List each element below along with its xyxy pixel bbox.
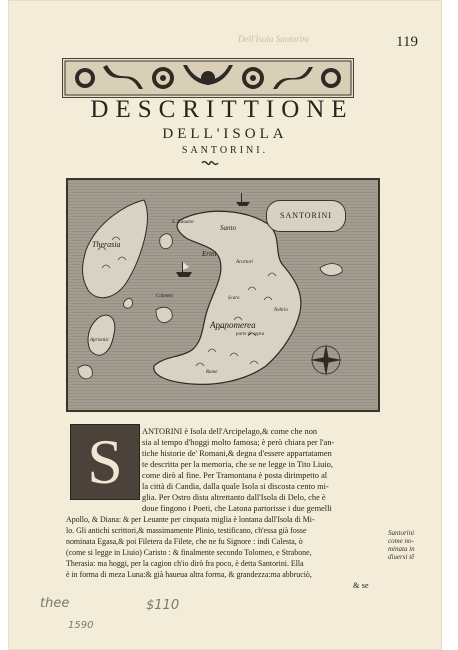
- map-label-therasia: Therasia: [92, 240, 121, 249]
- margin-note-line: diuersi tẽ: [388, 553, 415, 561]
- map-cartouche: SANTORINI: [266, 200, 346, 232]
- pencil-note: thee: [40, 596, 70, 611]
- body-line: nominata Egasa,& poi Filetera da Filete, che ne fu Signore : indi Calesta, ò: [66, 537, 303, 546]
- margin-note-line: Santorini: [388, 529, 415, 537]
- catchword: & se: [353, 581, 369, 590]
- bleed-through-header: Dell'Isola Santorini: [238, 34, 310, 44]
- map-label-rame: Rame: [206, 370, 218, 375]
- body-line: glia. Per Ostro dista altrettanto dall'Isola di Delo, che è: [142, 493, 326, 502]
- body-line: la città di Candia, dalla quale Isola si discosta cento mi-: [142, 482, 329, 491]
- map-label-santo: Santo: [220, 224, 236, 232]
- body-line: tiche historie de' Romani,& degna d'essere appartatamen: [142, 449, 332, 458]
- banner-ornament-icon: [63, 59, 353, 97]
- title-island: SANTORINI.: [181, 145, 269, 156]
- page-number: 119: [396, 34, 418, 50]
- map-label-nebrio: Nebrio: [274, 308, 288, 313]
- map-label-erini: Erini: [202, 250, 217, 258]
- drop-cap-ornament: [70, 424, 140, 500]
- map-label-acortori: Acortori: [236, 260, 253, 265]
- body-line: come dirò al fine. Per Tramontana è posta dirimpetto al: [142, 471, 328, 480]
- body-line: (come si legge in Liuio) Caristo : & finalmente secondo Tolomeo, e Strabone,: [66, 548, 312, 557]
- body-line: ANTORINI è Isola dell'Arcipelago,& come che non: [142, 427, 318, 436]
- pencil-price: $110: [146, 598, 180, 613]
- map-label-apanomerea: Apanomerea: [210, 320, 256, 330]
- santorini-map: [66, 178, 380, 412]
- page-sheet: [8, 0, 442, 650]
- title-block: [8, 96, 442, 156]
- pencil-year: 1590: [68, 620, 94, 631]
- map-label-caimeni: Caimeni: [156, 294, 173, 299]
- map-label-s-saluator: S. Saluator: [172, 220, 195, 225]
- map-label-scaro: Scaro: [228, 296, 240, 301]
- body-line: sia al tempo d'hoggi molto famosa; è però chiara per l'an-: [142, 438, 335, 447]
- body-line: doue fingono i Poeti, che Latona partorisse i due gemelli: [142, 504, 332, 513]
- title-main: DESCRITTIONE: [90, 96, 354, 123]
- margin-note-line: minata in: [388, 545, 415, 553]
- body-line: Apollo, & Diana: & per Leuante per cinquata miglia è lontana dall'Isola di Mi-: [66, 515, 315, 524]
- fleuron-icon: [200, 158, 220, 168]
- map-label-aprionisi: Aprionisi: [90, 338, 109, 343]
- map-label-parte-di-sopra: parte di sopra: [236, 332, 265, 337]
- margin-note-line: come no-: [388, 537, 414, 545]
- body-line: Therasia: ma hoggi, per la cagion ch'io dirò fra poco, è detta Santorini. Ella: [66, 559, 304, 568]
- body-line: lo. Gli antichi scrittori,& massimamente Plinio, testificano, ch'essa già fosse: [66, 526, 307, 535]
- drop-cap-letter: S: [87, 426, 123, 497]
- body-line: te descritta per la memoria, che se ne legge in Tito Liuio,: [142, 460, 333, 469]
- body-line: è in forma di meza Luna:& già haueua altra forma, & grandezza:ma abbruciò,: [66, 570, 312, 579]
- decorative-banner: [62, 58, 354, 98]
- title-sub: DELL'ISOLA: [162, 126, 288, 142]
